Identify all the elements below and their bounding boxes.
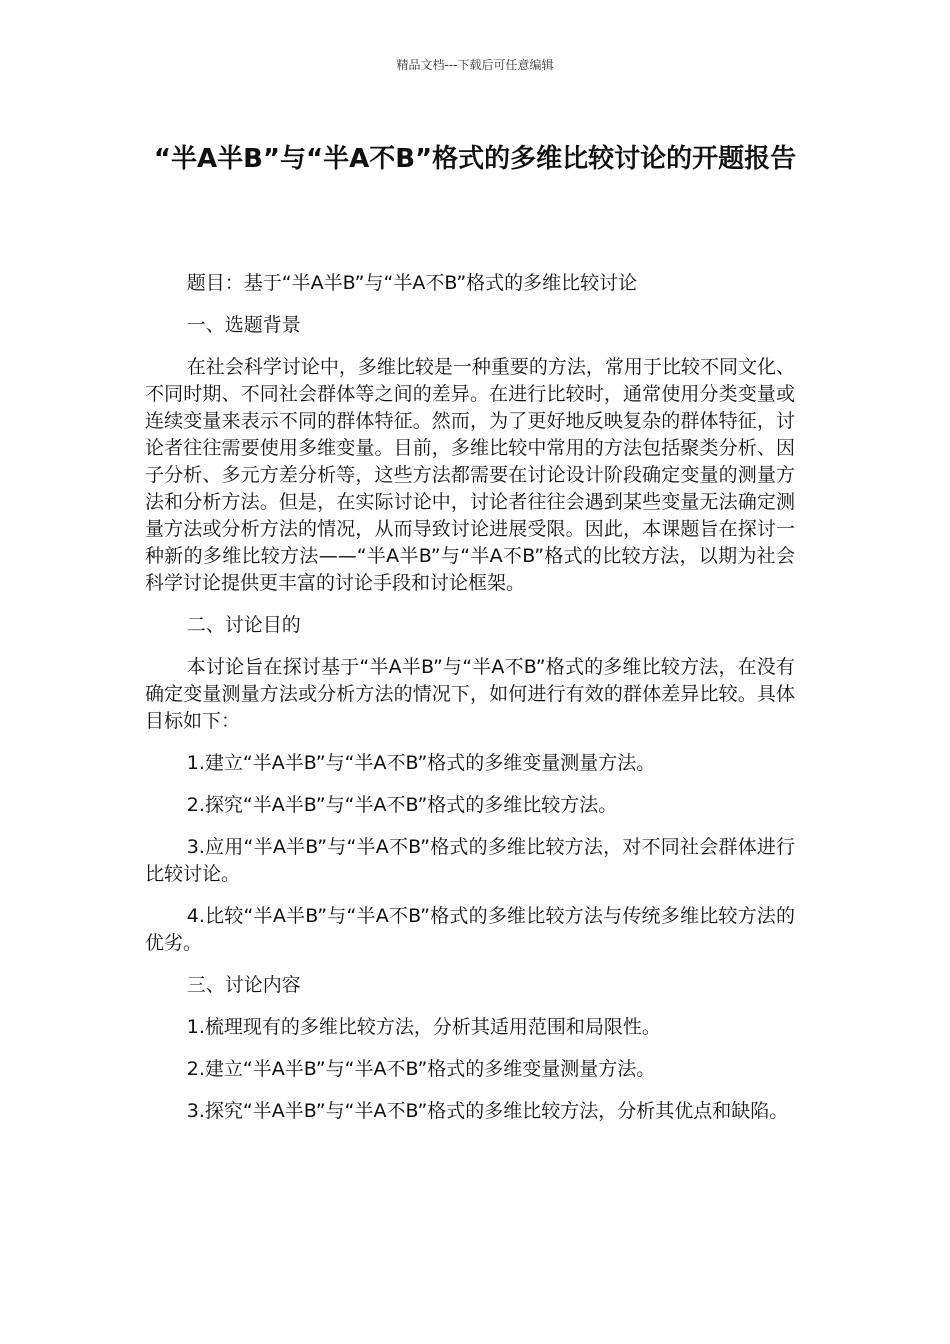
topic-line: 题目：基于“半A半B”与“半A不B”格式的多维比较讨论 (186, 272, 638, 294)
page-header-watermark: 精品文档---下载后可任意编辑 (396, 58, 554, 72)
background-paragraph: 在社会科学讨论中，多维比较是一种重要的方法，常用于比较不同文化、不同时期、不同社会群体等之间的差异。在进行比较时，通常使用分类变量或连续变量来表示不同的群体特征。然而，为了更好地反映复杂的群体特征，讨论者往往需要使用多维变量。目前，多维比较中常用的方法包括聚类分析、因子分析、多元方差分析等，这些方法都需要在讨论设计阶段确定变量的测量方法和分析方法。但是，在实际讨论中，讨论者往往会遇到某些变量无法确定测量方法或分析方法的情况，从而导致讨论进展受限。因此，本课题旨在探讨一种新的多维比较方法——“半A半B”与“半A不B”格式的比较方法，以期为社会科学讨论提供更丰富的讨论手段和讨论框架。 (145, 356, 795, 594)
content-item-2: 2.建立“半A半B”与“半A不B”格式的多维变量测量方法。 (186, 1058, 656, 1080)
content-item-3: 3.探究“半A半B”与“半A不B”格式的多维比较方法，分析其优点和缺陷。 (186, 1100, 789, 1122)
purpose-paragraph: 本讨论旨在探讨基于“半A半B”与“半A不B”格式的多维比较方法，在没有确定变量测量方法或分析方法的情况下，如何进行有效的群体差异比较。具体目标如下： (145, 656, 795, 732)
section-heading-purpose: 二、讨论目的 (186, 614, 301, 636)
purpose-item-3: 3.应用“半A半B”与“半A不B”格式的多维比较方法，对不同社会群体进行比较讨论。 (145, 836, 795, 885)
purpose-item-4: 4.比较“半A半B”与“半A不B”格式的多维比较方法与传统多维比较方法的优劣。 (145, 905, 795, 954)
document-body (145, 270, 795, 1140)
content-item-1: 1.梳理现有的多维比较方法，分析其适用范围和局限性。 (186, 1016, 661, 1038)
document-title: “半A半B”与“半A不B”格式的多维比较讨论的开题报告 (153, 144, 797, 174)
section-heading-content: 三、讨论内容 (186, 974, 301, 996)
purpose-item-1: 1.建立“半A半B”与“半A不B”格式的多维变量测量方法。 (186, 752, 656, 774)
purpose-item-2: 2.探究“半A半B”与“半A不B”格式的多维比较方法。 (186, 794, 618, 816)
section-heading-background: 一、选题背景 (186, 314, 301, 336)
